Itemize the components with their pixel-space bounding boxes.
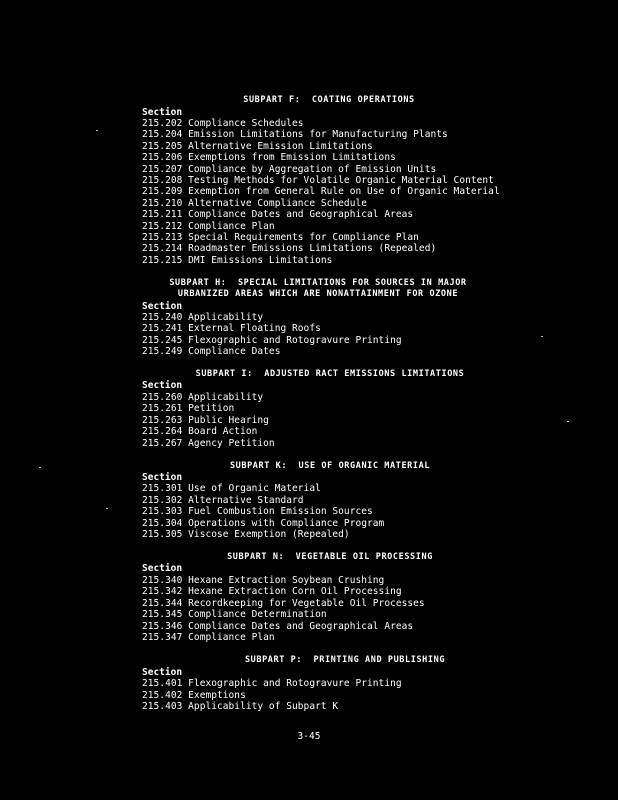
list-item: 215.346 Compliance Dates and Geographical Areas — [142, 621, 414, 632]
list-item: 215.342 Hexane Extraction Corn Oil Processing — [142, 586, 402, 597]
subpart-k-section-label: Section — [142, 472, 183, 483]
list-item: 215.202 Compliance Schedules — [142, 118, 304, 129]
subpart-p-heading: SUBPART P: PRINTING AND PUBLISHING — [244, 655, 446, 665]
subpart-h-heading-line2: URBANIZED AREAS WHICH ARE NONATTAINMENT FOR OZONE — [177, 289, 459, 299]
list-item: 215.302 Alternative Standard — [142, 495, 304, 506]
subpart-f-section-label: Section — [142, 107, 183, 118]
list-item: 215.304 Operations with Compliance Program — [142, 518, 385, 529]
subpart-h-section-label: Section — [142, 301, 183, 312]
list-item: 215.204 Emission Limitations for Manufacturing Plants — [142, 129, 448, 140]
subpart-n-heading: SUBPART N: VEGETABLE OIL PROCESSING — [227, 552, 433, 562]
subpart-p-section-label: Section — [142, 667, 183, 678]
subpart-i-heading: SUBPART I: ADJUSTED RACT EMISSIONS LIMITATIONS — [195, 369, 465, 379]
list-item: 215.207 Compliance by Aggregation of Emission Units — [142, 164, 437, 175]
list-item: 215.241 External Floating Roofs — [142, 323, 321, 334]
list-item: 215.212 Compliance Plan — [142, 221, 275, 232]
list-item: 215.401 Flexographic and Rotogravure Printing — [142, 678, 402, 689]
scan-speck — [96, 130, 98, 131]
subpart-n-section-label: Section — [142, 563, 183, 574]
subpart-k-heading: SUBPART K: USE OF ORGANIC MATERIAL — [229, 461, 431, 471]
list-item: 215.205 Alternative Emission Limitations — [142, 141, 373, 152]
list-item: 215.208 Testing Methods for Volatile Organic Material Content — [142, 175, 494, 186]
list-item: 215.260 Applicability — [142, 392, 264, 403]
list-item: 215.206 Exemptions from Emission Limitations — [142, 152, 396, 163]
list-item: 215.301 Use of Organic Material — [142, 483, 321, 494]
list-item: 215.215 DMI Emissions Limitations — [142, 255, 333, 266]
list-item: 215.347 Compliance Plan — [142, 632, 275, 643]
list-item: 215.261 Petition — [142, 403, 235, 414]
page-number: 3-45 — [297, 731, 321, 742]
subpart-f-heading: SUBPART F: COATING OPERATIONS — [243, 95, 415, 105]
list-item: 215.211 Compliance Dates and Geographical Areas — [142, 209, 414, 220]
subpart-h-heading: SUBPART H: SPECIAL LIMITATIONS FOR SOURCES IN MAJOR — [169, 278, 467, 288]
list-item: 215.403 Applicability of Subpart K — [142, 701, 339, 712]
subpart-i-section-label: Section — [142, 380, 183, 391]
list-item: 215.240 Applicability — [142, 312, 264, 323]
list-item: 215.267 Agency Petition — [142, 438, 275, 449]
list-item: 215.303 Fuel Combustion Emission Sources — [142, 506, 373, 517]
list-item: 215.344 Recordkeeping for Vegetable Oil Processes — [142, 598, 425, 609]
list-item: 215.249 Compliance Dates — [142, 346, 281, 357]
list-item: 215.263 Public Hearing — [142, 415, 269, 426]
list-item: 215.340 Hexane Extraction Soybean Crushing — [142, 575, 385, 586]
list-item: 215.213 Special Requirements for Compliance Plan — [142, 232, 419, 243]
list-item: 215.402 Exemptions — [142, 690, 246, 701]
scan-speck — [39, 467, 41, 468]
list-item: 215.305 Viscose Exemption (Repealed) — [142, 529, 350, 540]
list-item: 215.210 Alternative Compliance Schedule — [142, 198, 368, 209]
list-item: 215.214 Roadmaster Emissions Limitations (Repealed) — [142, 243, 437, 254]
list-item: 215.264 Board Action — [142, 426, 258, 437]
list-item: 215.245 Flexographic and Rotogravure Printing — [142, 335, 402, 346]
scan-speck — [567, 421, 569, 422]
list-item: 215.209 Exemption from General Rule on Use of Organic Material — [142, 186, 500, 197]
scan-speck — [106, 508, 108, 509]
scan-speck — [541, 336, 543, 337]
list-item: 215.345 Compliance Determination — [142, 609, 327, 620]
